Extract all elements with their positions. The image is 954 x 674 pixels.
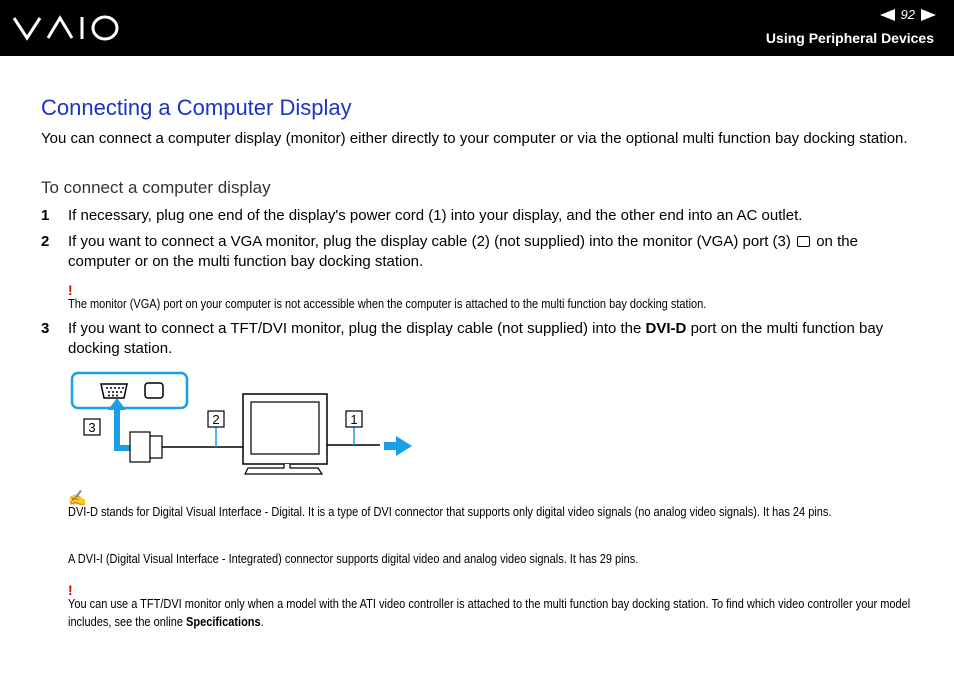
dvi-i-note: A DVI-I (Digital Visual Interface - Integrated) connector supports digital video and analog video signals. It has 29 pins. [68, 552, 639, 566]
step-text: If necessary, plug one end of the display's power cord (1) into your display, and the other end into an AC outlet. [68, 207, 803, 224]
right-arrow-icon [384, 436, 412, 456]
warning-icon: ! [68, 282, 73, 298]
monitor-port-symbol-icon [145, 383, 163, 398]
prev-page-icon[interactable] [880, 9, 895, 21]
port-name: DVI-D [645, 320, 687, 337]
specifications-link[interactable]: Specifications [186, 615, 261, 629]
step-text: If you want to connect a TFT/DVI monitor, plug the display cable (not supplied) into the DVI-D port on the multi function bay docking station. [68, 320, 884, 357]
vaio-logo [12, 14, 120, 42]
port-panel [72, 373, 187, 408]
monitor-port-icon [797, 236, 810, 247]
page-title: Connecting a Computer Display [41, 95, 352, 120]
tft-note: You can use a TFT/DVI monitor only when a model with the ATI video controller is attached to the multi function bay docking station. To find which video controller your model includes, see the online Specifications. [68, 597, 911, 629]
callout-label: 3 [88, 420, 96, 435]
step-number: 1 [41, 207, 50, 224]
page-navigation [880, 7, 936, 22]
section-title: Using Peripheral Devices [765, 30, 934, 46]
vga-note: The monitor (VGA) port on your computer is not accessible when the computer is attached to the multi function bay docking station. [68, 297, 707, 311]
page-number: 92 [900, 7, 915, 22]
step-number: 2 [41, 233, 50, 250]
step-text: If you want to connect a VGA monitor, plug the display cable (2) (not supplied) into the monitor (VGA) port (3) on the computer or on the multi function bay docking station. [68, 233, 858, 270]
dvi-d-note: DVI-D stands for Digital Visual Interface - Digital. It is a type of DVI connector that supports only digital video signals (no analog video signals). It has 24 pins. [68, 505, 832, 519]
step-number: 3 [41, 320, 50, 337]
connection-diagram [70, 370, 420, 478]
procedure-title: To connect a computer display [41, 178, 271, 197]
vga-port-icon [101, 384, 127, 398]
vga-plug [130, 432, 150, 462]
callout-label: 1 [350, 412, 358, 427]
monitor-illustration [243, 394, 327, 474]
note-pencil-icon: ✍ [68, 490, 87, 507]
next-page-icon[interactable] [921, 9, 936, 21]
warning-icon: ! [68, 582, 73, 598]
intro-paragraph: You can connect a computer display (monitor) either directly to your computer or via the optional multi function bay docking station. [41, 130, 908, 147]
callout-label: 2 [212, 412, 220, 427]
header-bar [0, 0, 954, 56]
